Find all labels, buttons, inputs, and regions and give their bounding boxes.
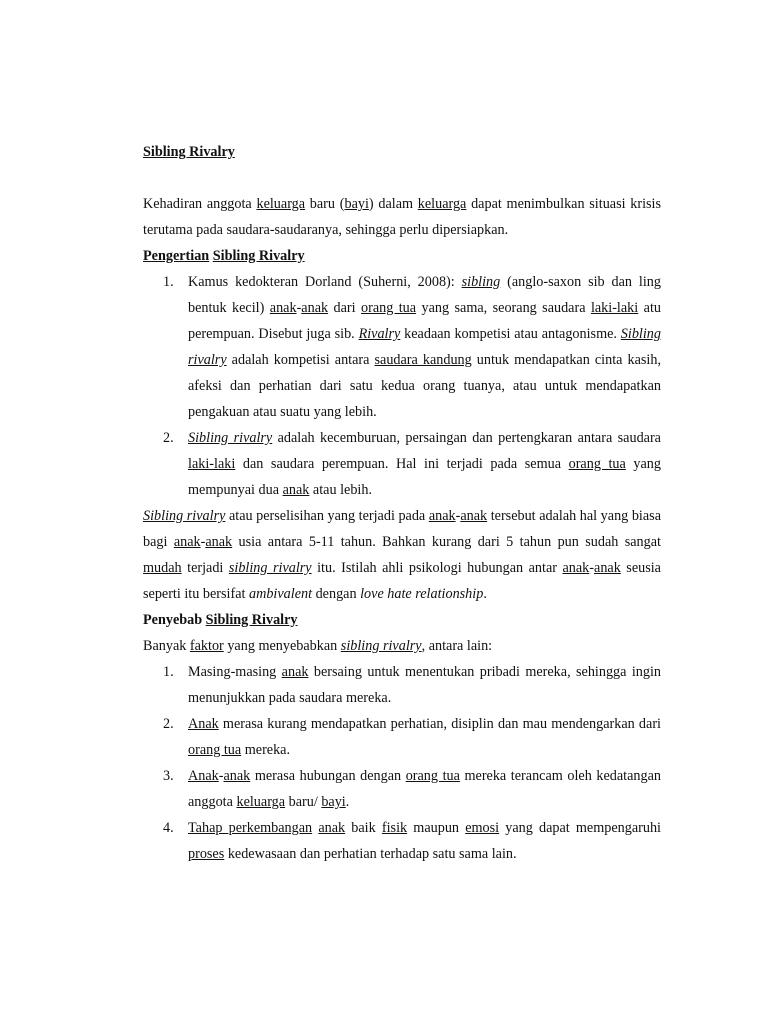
- underlined-term: Anak: [188, 716, 219, 732]
- underlined-term: Rivalry: [358, 326, 401, 342]
- underlined-term: keluarga: [236, 794, 286, 810]
- underlined-term: orang tua: [188, 742, 242, 758]
- underlined-term: Sibling Rivalry: [205, 612, 298, 628]
- underlined-term: mudah: [143, 560, 182, 576]
- underlined-term: bayi: [344, 196, 369, 212]
- underlined-term: bayi: [321, 794, 346, 810]
- underlined-term: anak: [282, 482, 310, 498]
- list-item: 3. Anak-anak merasa hubungan dengan orang tua mereka terancam oleh kedatangan anggota keluarga baru/ bayi.: [143, 763, 661, 815]
- list-number: 2.: [163, 716, 174, 732]
- document-title: Sibling Rivalry: [143, 144, 235, 160]
- list-number: 4.: [163, 820, 174, 836]
- underlined-term: anak: [173, 534, 201, 550]
- underlined-term: anak: [318, 820, 346, 836]
- underlined-term: emosi: [465, 820, 500, 836]
- underlined-term: anak: [562, 560, 590, 576]
- section-heading-pengertian: [143, 243, 661, 269]
- underlined-term: anak: [269, 300, 297, 316]
- underlined-term: sibling rivalry: [228, 560, 312, 576]
- section-heading-penyebab: Penyebab Sibling Rivalry: [143, 612, 298, 628]
- underlined-term: proses: [188, 846, 225, 862]
- underlined-term: orang tua: [405, 768, 460, 784]
- section2-intro: Banyak faktor yang menyebabkan sibling rivalry, antara lain:: [143, 638, 493, 654]
- underlined-term: Tahap perkembangan: [188, 820, 313, 836]
- underlined-term: anak: [301, 300, 329, 316]
- underlined-term: Sibling rivalry: [188, 430, 273, 446]
- list-number: 2.: [163, 430, 174, 446]
- document-body: [143, 139, 661, 867]
- intro-paragraph: Kehadiran anggota keluarga baru (bayi) dalam keluarga dapat menimbulkan situasi krisis terutama pada saudara-saudaranya, sehingga perlu dipersiapkan.: [143, 196, 662, 238]
- cause-list: [143, 659, 661, 867]
- list-item: 2. Anak merasa kurang mendapatkan perhatian, disiplin dan mau mendengarkan dari orang tua mereka.: [143, 711, 661, 763]
- underlined-term: keluarga: [256, 196, 306, 212]
- list-item: 2. Sibling rivalry adalah kecemburuan, persaingan dan pertengkaran antara saudara laki-laki dan saudara perempuan. Hal ini terjadi pada semua orang tua yang mempunyai dua anak atau lebih.: [143, 425, 661, 503]
- definition-list: [143, 269, 661, 503]
- underlined-term: sibling rivalry: [340, 638, 422, 654]
- underlined-term: anak: [223, 768, 251, 784]
- underlined-term: keluarga: [417, 196, 467, 212]
- underlined-term: anak: [428, 508, 456, 524]
- list-item: 1. Kamus kedokteran Dorland (Suherni, 2008): sibling (anglo-saxon sib dan ling bentuk kecil) anak-anak dari orang tua yang sama, seorang saudara laki-laki atu perempuan. Disebut juga sib. Rivalry keadaan kompetisi atau antagonisme. Sibling rivalry adalah kompetisi antara saudara kandung untuk mendapatkan cinta kasih, afeksi dan perhatian dari satu kedua orang tuanya, atau untuk mendapatkan pengakuan atau suatu yang lebih.: [143, 269, 661, 425]
- underlined-term: anak: [281, 664, 309, 680]
- underlined-term: Sibling rivalry: [143, 508, 226, 524]
- underlined-term: laki-laki: [590, 300, 639, 316]
- underlined-term: Anak: [188, 768, 219, 784]
- section1-paragraph: Sibling rivalry atau perselisihan yang terjadi pada anak-anak tersebut adalah hal yang biasa bagi anak-anak usia antara 5-11 tahun. Bahkan kurang dari 5 tahun pun sudah sangat mudah terjadi sibling rivalry itu. Istilah ahli psikologi hubungan antar anak-anak seusia seperti itu bersifat ambivalent dengan love hate relationship.: [143, 508, 661, 602]
- list-number: 1.: [163, 664, 174, 680]
- list-item: 4. Tahap perkembangan anak baik fisik maupun emosi yang dapat mempengaruhi proses kedewasaan dan perhatian terhadap satu sama lain.: [143, 815, 661, 867]
- underlined-term: Pengertian: [143, 248, 210, 264]
- underlined-term: Sibling Rivalry: [212, 248, 305, 264]
- underlined-term: anak: [594, 560, 621, 576]
- blank-line: [143, 165, 661, 191]
- underlined-term: anak: [205, 534, 233, 550]
- italic-term: ambivalent: [248, 586, 313, 602]
- underlined-term: sibling: [461, 274, 501, 290]
- underlined-term: orang tua: [361, 300, 417, 316]
- list-number: 1.: [163, 274, 174, 290]
- italic-term: love hate relationship: [360, 586, 484, 602]
- underlined-term: laki-laki: [188, 456, 236, 472]
- underlined-term: faktor: [189, 638, 224, 654]
- list-number: 3.: [163, 768, 174, 784]
- list-item: 1. Masing-masing anak bersaing untuk menentukan pribadi mereka, sehingga ingin menunjukkan pada saudara mereka.: [143, 659, 661, 711]
- underlined-term: Sibling rivalry: [188, 326, 661, 368]
- underlined-term: saudara kandung: [374, 352, 472, 368]
- underlined-term: anak: [460, 508, 488, 524]
- underlined-term: orang tua: [568, 456, 626, 472]
- underlined-term: fisik: [381, 820, 408, 836]
